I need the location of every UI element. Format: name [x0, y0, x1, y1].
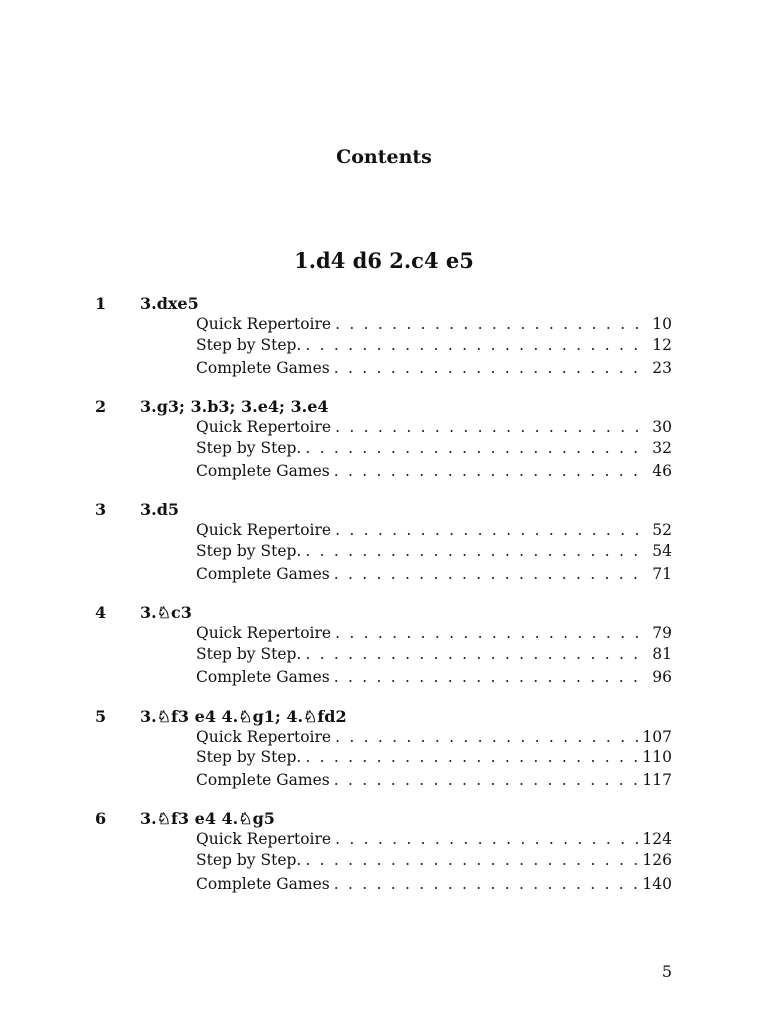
entry-page-number: 32 [652, 439, 672, 457]
entry-page-number: 79 [652, 624, 672, 642]
toc-entry-quick-repertoire[interactable] [196, 624, 672, 642]
entry-page-number: 71 [652, 565, 672, 583]
section-title: 1.d4 d6 2.c4 e5 [294, 248, 474, 273]
toc-entry-quick-repertoire[interactable] [196, 418, 672, 436]
entry-label: Complete Games [196, 565, 330, 583]
entry-page-number: 23 [652, 359, 672, 377]
dot-leader [305, 542, 648, 560]
dot-leader [334, 462, 649, 480]
entry-page-number: 46 [652, 462, 672, 480]
page-number: 5 [661, 962, 672, 981]
dot-leader [334, 668, 649, 686]
toc-entry-complete-games[interactable] [196, 359, 672, 377]
dot-leader [305, 439, 648, 457]
toc-entry-complete-games[interactable] [196, 462, 672, 480]
entry-page-number: 96 [652, 668, 672, 686]
chapter-title: 3.dxe5 [140, 294, 199, 313]
toc-entry-quick-repertoire[interactable] [196, 830, 672, 848]
entry-label: Complete Games [196, 668, 330, 686]
entry-label: Complete Games [196, 462, 330, 480]
chapter-5 [0, 707, 768, 789]
chapter-title: 3.g3; 3.b3; 3.e4; 3.e4 [140, 397, 329, 416]
chapter-title: 3.♘f3 e4 4.♘g1; 4.♘fd2 [140, 707, 347, 726]
chapter-1 [0, 294, 768, 377]
dot-leader [334, 875, 639, 893]
entry-label: Step by Step. [196, 645, 302, 663]
toc-entry-complete-games[interactable] [196, 771, 672, 789]
dot-leader [334, 771, 639, 789]
dot-leader [305, 336, 648, 354]
toc-entry-step-by-step[interactable] [196, 439, 672, 457]
entry-page-number: 10 [652, 315, 672, 333]
dot-leader [335, 728, 638, 746]
entry-label: Step by Step. [196, 851, 302, 869]
entry-page-number: 81 [652, 645, 672, 663]
dot-leader [335, 418, 648, 436]
dot-leader [335, 521, 648, 539]
entry-label: Quick Repertoire [196, 830, 332, 848]
toc-entry-step-by-step[interactable] [196, 851, 672, 869]
chapter-number: 6 [95, 809, 107, 828]
chapter-2 [0, 397, 768, 480]
dot-leader [335, 624, 648, 642]
entry-label: Quick Repertoire [196, 728, 332, 746]
chapter-title: 3.♘f3 e4 4.♘g5 [140, 809, 275, 828]
chapter-title: 3.d5 [140, 500, 180, 519]
entry-label: Quick Repertoire [196, 315, 332, 333]
entry-label: Step by Step. [196, 748, 302, 766]
entry-page-number: 124 [642, 830, 672, 848]
entry-label: Quick Repertoire [196, 418, 332, 436]
dot-leader [334, 565, 649, 583]
chapter-number: 4 [95, 603, 107, 622]
toc-entry-step-by-step[interactable] [196, 748, 672, 766]
dot-leader [335, 315, 648, 333]
toc-entry-quick-repertoire[interactable] [196, 315, 672, 333]
chapter-number: 3 [95, 500, 107, 519]
chapter-3 [0, 500, 768, 583]
entry-label: Step by Step. [196, 336, 302, 354]
entry-page-number: 30 [652, 418, 672, 436]
toc-entry-complete-games[interactable] [196, 875, 672, 893]
toc-entry-complete-games[interactable] [196, 668, 672, 686]
chapter-4 [0, 603, 768, 686]
entry-label: Step by Step. [196, 542, 302, 560]
toc-entry-quick-repertoire[interactable] [196, 728, 672, 746]
chapter-number: 5 [95, 707, 107, 726]
chapter-6 [0, 809, 768, 893]
dot-leader [305, 851, 638, 869]
entry-label: Complete Games [196, 771, 330, 789]
dot-leader [305, 645, 648, 663]
entry-label: Step by Step. [196, 439, 302, 457]
dot-leader [334, 359, 649, 377]
dot-leader [335, 830, 638, 848]
entry-label: Quick Repertoire [196, 624, 332, 642]
toc-entry-step-by-step[interactable] [196, 542, 672, 560]
chapter-number: 1 [95, 294, 107, 313]
entry-page-number: 126 [642, 851, 672, 869]
page-title: Contents [336, 146, 432, 168]
entry-page-number: 54 [652, 542, 672, 560]
entry-label: Complete Games [196, 359, 330, 377]
chapter-number: 2 [95, 397, 107, 416]
entry-label: Complete Games [196, 875, 330, 893]
entry-label: Quick Repertoire [196, 521, 332, 539]
toc-entry-quick-repertoire[interactable] [196, 521, 672, 539]
entry-page-number: 107 [642, 728, 672, 746]
toc-entry-complete-games[interactable] [196, 565, 672, 583]
dot-leader [305, 748, 638, 766]
entry-page-number: 12 [652, 336, 672, 354]
entry-page-number: 52 [652, 521, 672, 539]
entry-page-number: 117 [642, 771, 672, 789]
chapter-title: 3.♘c3 [140, 603, 192, 622]
toc-entry-step-by-step[interactable] [196, 645, 672, 663]
entry-page-number: 140 [642, 875, 672, 893]
toc-entry-step-by-step[interactable] [196, 336, 672, 354]
entry-page-number: 110 [642, 748, 672, 766]
